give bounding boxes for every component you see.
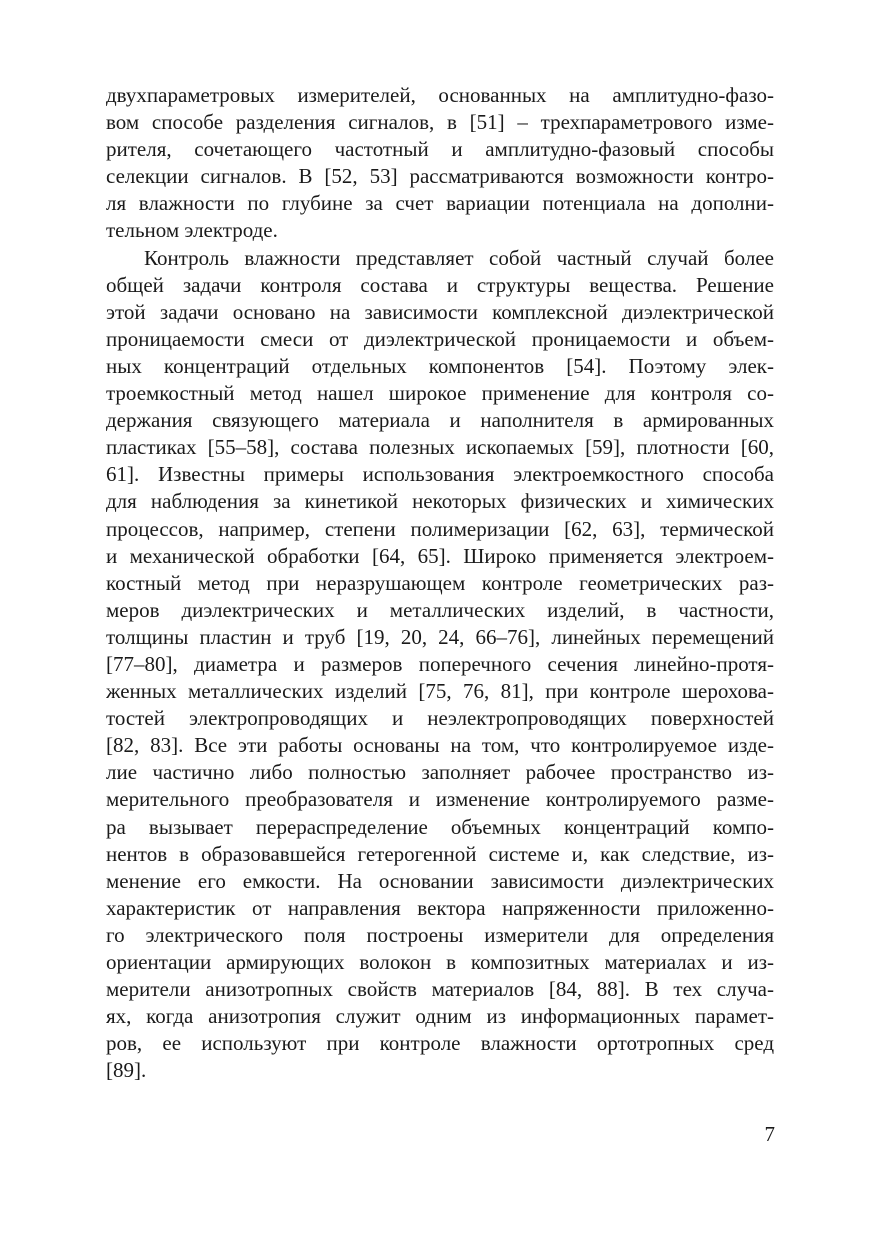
text-line: менение его емкости. На основании зависимости диэлектрических	[106, 868, 774, 893]
text-line: [82, 83]. Все эти работы основаны на том, что контролируемое изде-	[106, 733, 774, 758]
text-line: вом способе разделения сигналов, в [51] – трехпараметрового изме-	[106, 110, 774, 135]
text-line: мерители анизотропных свойств материалов [84, 88]. В тех случа-	[106, 977, 774, 1002]
text-line: ра вызывает перераспределение объемных концентраций компо-	[106, 814, 774, 839]
text-line: 61]. Известны примеры использования электроемкостного способа	[106, 462, 774, 487]
text-line: проницаемости смеси от диэлектрической проницаемости и объем-	[106, 326, 774, 351]
text-line: пластиках [55–58], состава полезных ископаемых [59], плотности [60,	[106, 435, 774, 460]
text-line: селекции сигналов. В [52, 53] рассматриваются возможности контро-	[106, 164, 774, 189]
page-number: 7	[764, 1122, 775, 1146]
text-line: и механической обработки [64, 65]. Широко применяется электроем-	[106, 543, 774, 568]
body-text	[106, 82, 774, 1084]
text-line: рителя, сочетающего частотный и амплитудно-фазовый способы	[106, 137, 774, 162]
text-line: процессов, например, степени полимеризации [62, 63], термической	[106, 516, 774, 541]
text-line: Контроль влажности представляет собой частный случай более	[144, 245, 774, 270]
text-line: держания связующего материала и наполнителя в армированных	[106, 408, 774, 433]
paragraph	[106, 82, 774, 245]
text-line: для наблюдения за кинетикой некоторых физических и химических	[106, 489, 774, 514]
text-line: ров, ее используют при контроле влажности ортотропных сред	[106, 1031, 774, 1056]
text-line: тостей электропроводящих и неэлектропроводящих поверхностей	[106, 706, 774, 731]
text-line: [89].	[106, 1058, 147, 1083]
text-line: характеристик от направления вектора напряженности приложенно-	[106, 895, 774, 920]
paragraph	[106, 245, 774, 1085]
text-line: [77–80], диаметра и размеров поперечного сечения линейно-протя-	[106, 651, 774, 676]
text-line: го электрического поля построены измерители для определения	[106, 922, 774, 947]
text-line: лие частично либо полностью заполняет рабочее пространство из-	[106, 760, 774, 785]
text-line: тельном электроде.	[106, 218, 278, 243]
text-line: двухпараметровых измерителей, основанных на амплитудно-фазо-	[106, 83, 774, 107]
text-line: толщины пластин и труб [19, 20, 24, 66–76], линейных перемещений	[106, 624, 774, 649]
text-line: женных металлических изделий [75, 76, 81], при контроле шерохова-	[106, 679, 774, 704]
text-line: ля влажности по глубине за счет вариации потенциала на дополни-	[106, 191, 774, 216]
text-line: костный метод при неразрушающем контроле геометрических раз-	[106, 570, 774, 595]
text-line: мерительного преобразователя и изменение контролируемого разме-	[106, 787, 774, 812]
text-line: ориентации армирующих волокон в композитных материалах и из-	[106, 950, 774, 974]
text-line: этой задачи основано на зависимости комплексной диэлектрической	[106, 299, 774, 324]
text-line: меров диэлектрических и металлических изделий, в частности,	[106, 597, 774, 622]
text-line: ях, когда анизотропия служит одним из информационных парамет-	[106, 1004, 774, 1029]
text-line: троемкостный метод нашел широкое применение для контроля со-	[106, 381, 774, 406]
text-line: общей задачи контроля состава и структуры вещества. Решение	[106, 272, 774, 297]
text-line: нентов в образовавшейся гетерогенной системе и, как следствие, из-	[106, 841, 774, 866]
text-line: ных концентраций отдельных компонентов [54]. Поэтому элек-	[106, 353, 774, 378]
